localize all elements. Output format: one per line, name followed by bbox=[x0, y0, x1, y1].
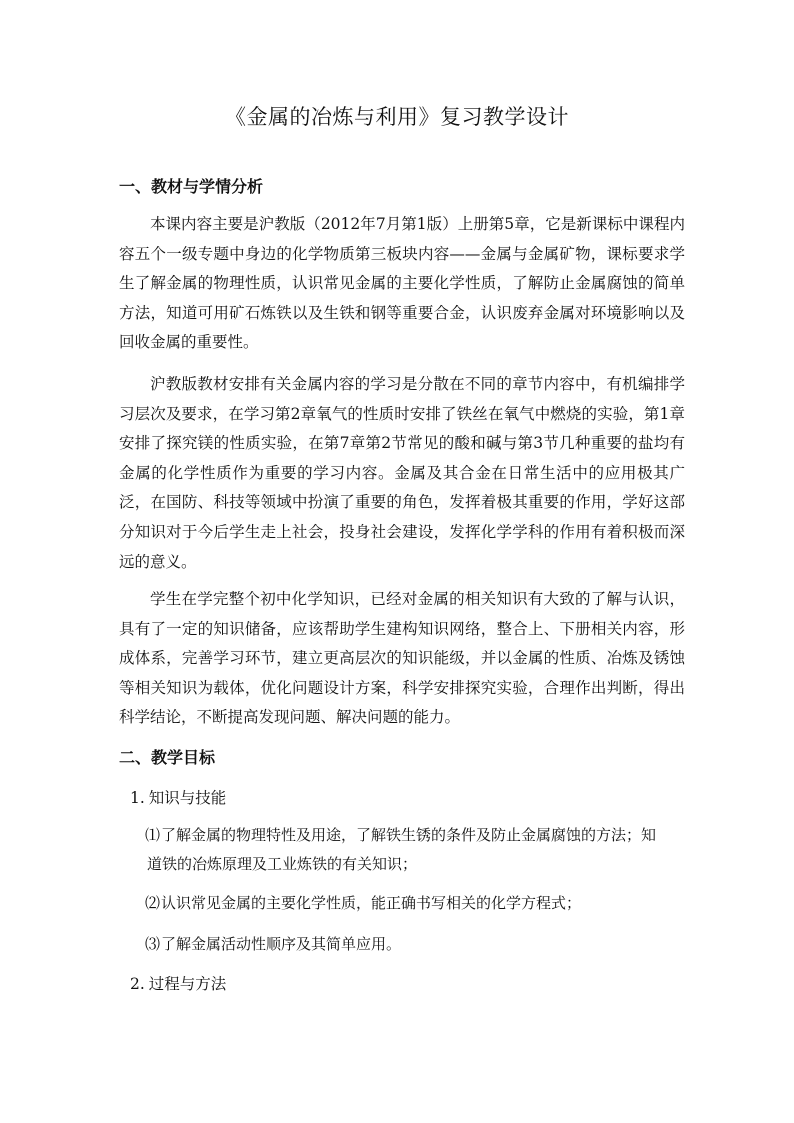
item-text-line1: 了解金属的物理特性及用途，了解铁生锈的条件及防止金属腐蚀的方法；知 bbox=[161, 826, 657, 844]
item-text-line2: 道铁的冶炼原理及工业炼铁的有关知识； bbox=[147, 855, 418, 873]
section-heading-objectives: 二、教学目标 bbox=[119, 748, 216, 767]
item-marker: ⑵ bbox=[145, 894, 161, 912]
objective-item-1 bbox=[145, 821, 685, 879]
subsection-number: 2. bbox=[130, 975, 145, 993]
item-marker: ⑴ bbox=[145, 826, 161, 844]
paragraph-course-content: 本课内容主要是沪教版（2012年7月第1版）上册第5章，它是新课标中课程内容五个一级专题中身边的化学物质第三板块内容——金属与金属矿物，课标要求学生了解金属的物理性质，认识常见金属的主要化学性质，了解防止金属腐蚀的简单方法，知道可用矿石炼铁以及生铁和钢等重要合金，认识废弃金属对环境影响以及回收金属的重要性。 bbox=[119, 215, 685, 352]
subsection-number: 1. bbox=[130, 789, 145, 807]
section-heading-analysis: 一、教材与学情分析 bbox=[119, 177, 264, 196]
item-text-line1: 认识常见金属的主要化学性质，能正确书写相关的化学方程式； bbox=[161, 894, 582, 912]
objective-item-3 bbox=[145, 930, 685, 959]
subsection-label: 过程与方法 bbox=[148, 975, 227, 993]
subsection-knowledge-skills bbox=[130, 786, 226, 810]
paragraph-textbook-arrangement: 沪教版教材安排有关金属内容的学习是分散在不同的章节内容中，有机编排学习层次及要求，在学习第2章氧气的性质时安排了铁丝在氧气中燃烧的实验，第1章安排了探究镁的性质实验，在第7章第2节常见的酸和碱与第3节几种重要的盐均有金属的化学性质作为重要的学习内容。金属及其合金在日常生活中的应用极其广泛，在国防、科技等领域中扮演了重要的角色，发挥着极其重要的作用，学好这部分知识对于今后学生走上社会，投身社会建设，发挥化学学科的作用有着积极而深远的意义。 bbox=[119, 375, 685, 571]
subsection-label: 知识与技能 bbox=[148, 789, 227, 807]
objective-item-2 bbox=[145, 889, 685, 918]
item-text-line1: 了解金属活动性顺序及其简单应用。 bbox=[161, 935, 402, 953]
document-title: 《金属的冶炼与利用》复习教学设计 bbox=[225, 105, 569, 129]
paragraph-student-analysis: 学生在学完整个初中化学知识，已经对金属的相关知识有大致的了解与认识，具有了一定的知识储备，应该帮助学生建构知识网络，整合上、下册相关内容，形成体系，完善学习环节，建立更高层次的知识能级，并以金属的性质、冶炼及锈蚀等相关知识为载体，优化问题设计方案，科学安排探究实验，合理作出判断，得出科学结论，不断提高发现问题、解决问题的能力。 bbox=[119, 590, 685, 727]
subsection-process-methods bbox=[130, 972, 226, 996]
item-marker: ⑶ bbox=[145, 935, 161, 953]
